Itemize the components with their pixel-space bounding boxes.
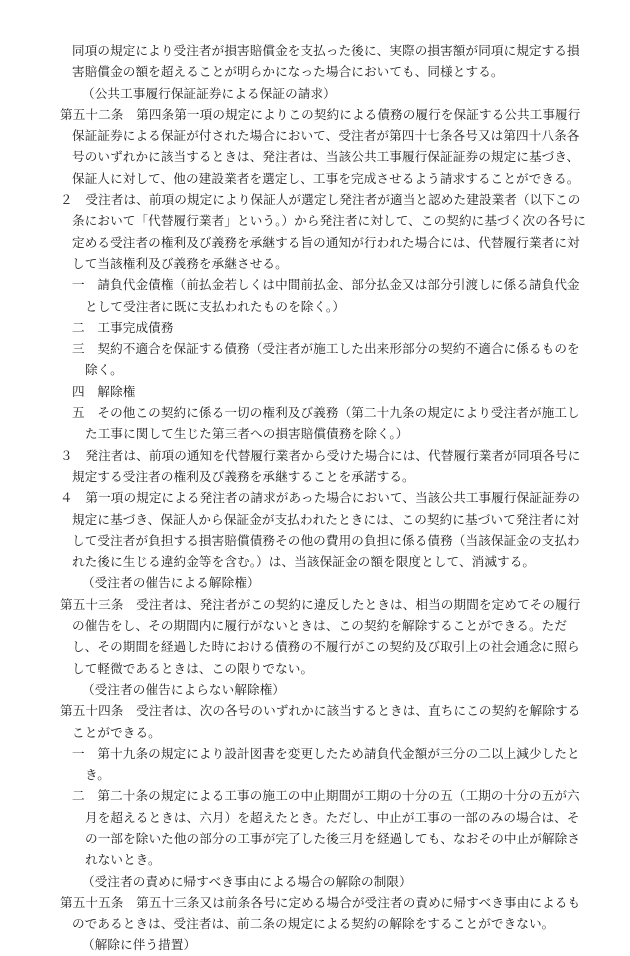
article-53: 第五十三条 受注者は、発注者がこの契約に違反したときは、相当の期間を定めてその履行の催告をし、その期間内に履行がないときは、この契約を解除することができる。ただし、その期間を経過した時における債務の不履行がこの契約及び取引上の社会通念に照らして軽微であるときは、この限りでない。 <box>60 596 581 676</box>
list-item: 一 第十九条の規定により設計図書を変更したため請負代金額が三分の二以上減少したとき。 <box>72 745 580 783</box>
list-item: 二 工事完成債務 <box>72 319 174 335</box>
article-caption: （受注者の催告による解除権） <box>82 575 260 591</box>
article-caption: （公共工事履行保証証券による保証の請求） <box>82 85 336 101</box>
paragraph-continuation: 同項の規定により受注者が損害賠償金を支払った後に、実際の損害額が同項に規定する損害賠償金の額を超えることが明らかになった場合においても、同様とする。 <box>72 43 580 80</box>
article-52-paragraph-3: ３ 発注者は、前項の通知を代替履行業者から受けた場合には、代替履行業者が同項各号に規定する受注者の権利及び義務を承継することを承諾する。 <box>60 447 581 484</box>
article-caption: （解除に伴う措置） <box>82 937 197 953</box>
article-55: 第五十五条 第五十三条又は前条各号に定める場合が受注者の責めに帰すべき事由によるものであるときは、受注者は、前二条の規定による契約の解除をすることができない。 <box>60 894 581 932</box>
article-52: 第五十二条 第四条第一項の規定によりこの契約による債務の履行を保証する公共工事履行保証証券による保証が付された場合において、受注者が第四十七条各号又は第四十八条各号のいずれかに該当するときは、発注者は、当該公共工事履行保証証券の規定に基づき、保証人に対して、他の建設業者を選定し、工事を完成させるよう請求することができる。 <box>60 106 581 186</box>
list-item: 三 契約不適合を保証する債務（受注者が施工した出来形部分の契約不適合に係るものを除く。 <box>72 341 580 378</box>
article-caption: （受注者の責めに帰すべき事由による場合の解除の制限） <box>82 873 412 889</box>
list-item: 一 請負代金債権（前払金若しくは中間前払金、部分払金又は部分引渡しに係る請負代金として受注者に既に支払われたものを除く。） <box>72 277 580 314</box>
article-52-paragraph-4: ４ 第一項の規定による発注者の請求があった場合において、当該公共工事履行保証証券の規定に基づき、保証人から保証金が支払われたときには、この契約に基づいて発注者に対して受注者が負担する損害賠償債務その他の費用の負担に係る債務（当該保証金の支払われた後に生じる違約金等を含む。）は、当該保証金の額を限度として、消滅する。 <box>60 490 581 570</box>
article-52-paragraph-2: ２ 受注者は、前項の規定により保証人が選定し発注者が適当と認めた建設業者（以下この条において「代替履行業者」という。）から発注者に対して、この契約に基づく次の各号に定める受注者の権利及び義務を承継する旨の通知が行われた場合には、代替履行業者に対して当該権利及び義務を承継させる。 <box>60 192 586 271</box>
article-caption: （受注者の催告によらない解除権） <box>82 681 286 697</box>
list-item: 四 解除権 <box>72 383 136 399</box>
list-item: 二 第二十条の規定による工事の施工の中止期間が工期の十分の五（工期の十分の五が六月を超えるときは、六月）を超えたとき。ただし、中止が工事の一部のみの場合は、その一部を除いた他の部分の工事が完了した後三月を経過しても、なおその中止が解除されないとき。 <box>72 788 581 868</box>
article-54: 第五十四条 受注者は、次の各号のいずれかに該当するときは、直ちにこの契約を解除することができる。 <box>60 703 581 740</box>
document-page <box>60 40 590 956</box>
list-item: 五 その他この契約に係る一切の権利及び義務（第二十九条の規定により受注者が施工した工事に関して生じた第三者への損害賠償債務を除く。） <box>72 405 580 442</box>
